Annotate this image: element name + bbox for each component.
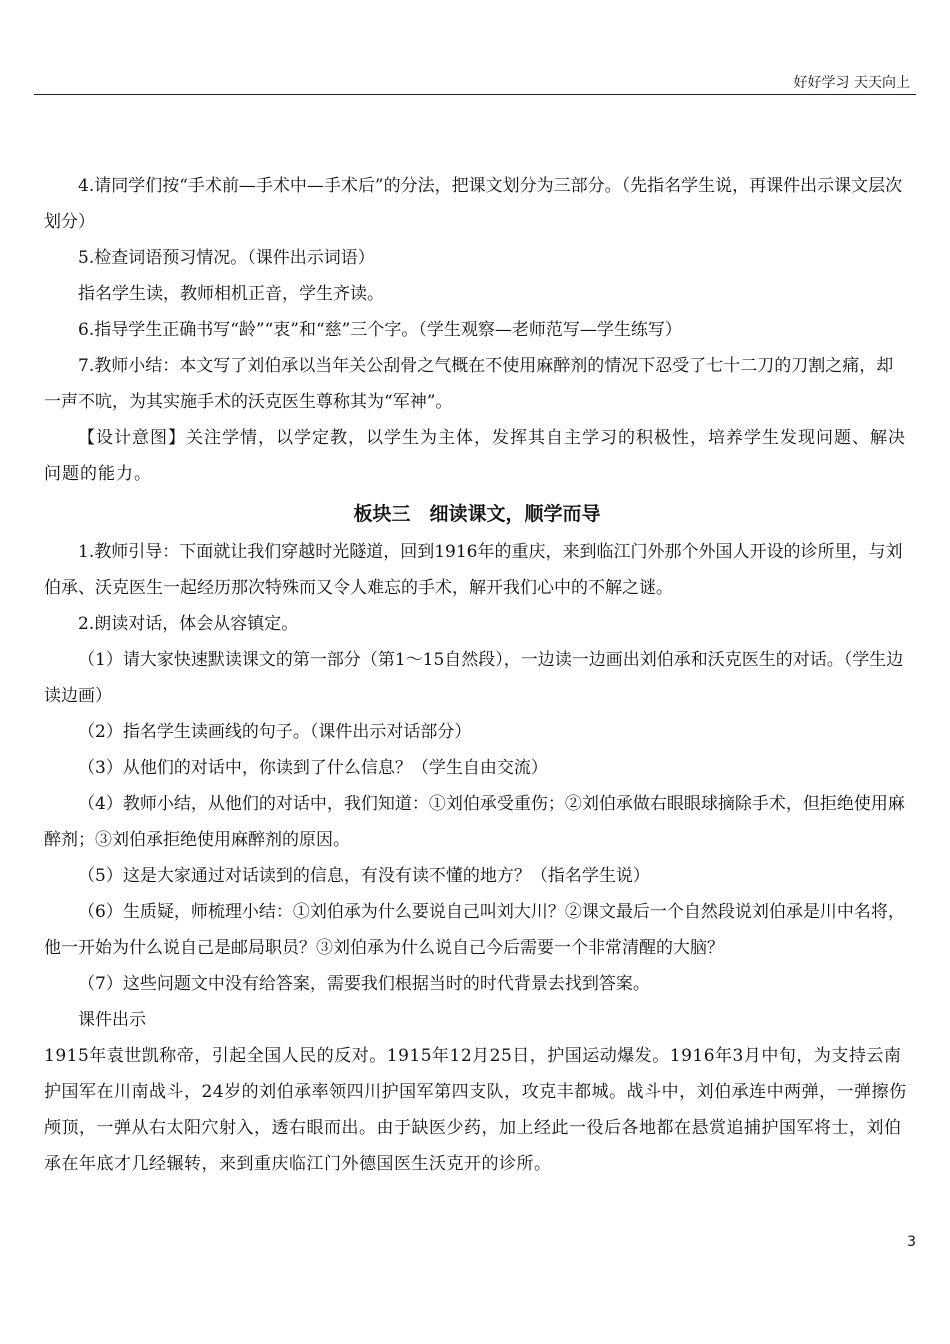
courseware-text: 1915年袁世凯称帝，引起全国人民的反对。1915年12月25日，护国运动爆发。1916年3月中旬，为支持云南护国军在川南战斗，24岁的刘伯承率领四川护国军第四支队，攻克丰都城。战斗中，刘伯承连中两弹，一弹擦伤颅顶，一弹从右太阳穴射入，透右眼而出。由于缺医少药，加上经此一役后各地都在悬赏追捕护国军将士，刘伯承在年底才几经辗转，来到重庆临江门外德国医生沃克开的诊所。	[44, 1046, 907, 1174]
section-title: 板块三 细读课文，顺学而导	[353, 503, 601, 525]
section3-item-5: （5）这是大家通过对话读到的信息，有没有读不懂的地方？（指名学生说）	[78, 866, 650, 886]
paragraph-read-aloud: 指名学生读，教师相机正音，学生齐读。	[78, 284, 384, 304]
courseware-label: 课件出示	[78, 1010, 146, 1030]
header-motto: 好好学习 天天向上	[793, 75, 910, 91]
section3-item-7: （7）这些问题文中没有给答案，需要我们根据当时的时代背景去找到答案。	[78, 974, 650, 994]
courseware-box	[44, 1038, 910, 1182]
section3-paragraph-1: 1.教师引导：下面就让我们穿越时光隧道，回到1916年的重庆，来到临江门外那个外国人开设的诊所里，与刘伯承、沃克医生一起经历那次特殊而又令人难忘的手术，解开我们心中的不解之谜。	[44, 542, 903, 598]
section3-item-3: （3）从他们的对话中，你读到了什么信息？（学生自由交流）	[78, 758, 548, 778]
design-intent: 【设计意图】关注学情，以学定教，以学生为主体，发挥其自主学习的积极性，培养学生发现问题、解决问题的能力。	[44, 428, 906, 484]
paragraph-step-4: 4.请同学们按“手术前—手术中—手术后”的分法，把课文划分为三部分。（先指名学生说，再课件出示课文层次划分）	[44, 176, 903, 232]
header-divider	[34, 94, 916, 95]
paragraph-step-7: 7.教师小结：本文写了刘伯承以当年关公刮骨之气概在不使用麻醉剂的情况下忍受了七十二刀的刀割之痛，却一声不吭，为其实施手术的沃克医生尊称其为“军神”。	[44, 356, 894, 412]
paragraph-step-5: 5.检查词语预习情况。（课件出示词语）	[78, 248, 375, 268]
section3-item-2: （2）指名学生读画线的句子。（课件出示对话部分）	[78, 722, 472, 742]
section3-item-4: （4）教师小结，从他们的对话中，我们知道：①刘伯承受重伤；②刘伯承做右眼眼球摘除手术，但拒绝使用麻醉剂；③刘伯承拒绝使用麻醉剂的原因。	[44, 794, 905, 850]
section3-item-1: （1）请大家快速默读课文的第一部分（第1～15自然段），一边读一边画出刘伯承和沃克医生的对话。（学生边读边画）	[44, 650, 904, 706]
section3-paragraph-2: 2.朗读对话，体会从容镇定。	[78, 614, 299, 634]
page-number: 3	[907, 1234, 916, 1250]
section3-item-6: （6）生质疑，师梳理小结：①刘伯承为什么要说自己叫刘大川？②课文最后一个自然段说刘伯承是川中名将，他一开始为什么说自己是邮局职员？③刘伯承为什么说自己今后需要一个非常清醒的大脑？	[44, 902, 905, 958]
document-body	[44, 168, 910, 1182]
paragraph-step-6: 6.指导学生正确书写“龄”“衷”和“慈”三个字。（学生观察—老师范写—学生练写）	[78, 320, 682, 340]
